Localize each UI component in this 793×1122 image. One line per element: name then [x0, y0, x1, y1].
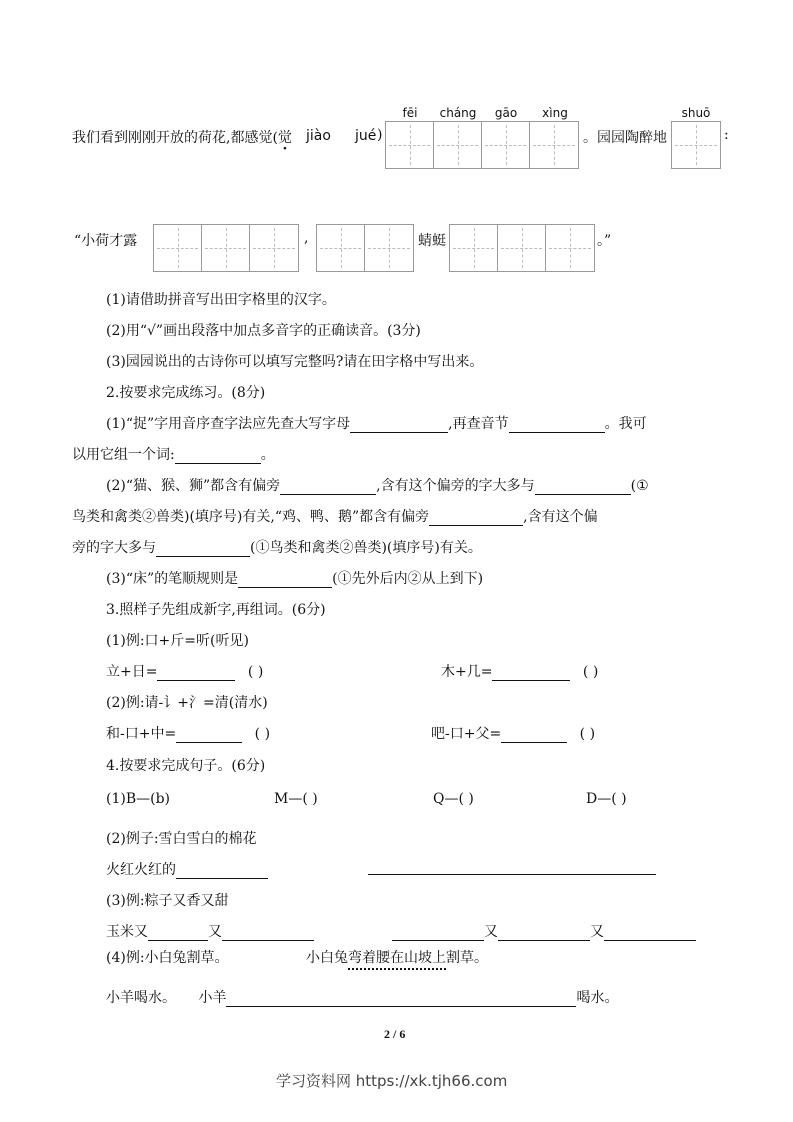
blank-capital-letter[interactable] [350, 417, 448, 433]
q1-sub3: (3)园园说出的古诗你可以填写完整吗?请在田字格中写出来。 [106, 354, 484, 370]
tianzige-grid-poem-1[interactable] [153, 224, 299, 272]
q1-line1-end: : [724, 127, 729, 143]
blank-corn-3[interactable] [392, 925, 484, 941]
pinyin-choice-1: jiào [306, 128, 331, 144]
q4-letter-m[interactable]: M—( ) [274, 791, 318, 807]
blank-syllable[interactable] [509, 417, 605, 433]
q3-example-2: (2)例:请-讠+氵=清(清水) [106, 695, 268, 711]
q3-item-1: 立+日= ( ) [106, 664, 264, 680]
blank-new-char-2[interactable] [492, 665, 570, 681]
q1-line2-comma: , [304, 230, 309, 246]
q4-letter-q[interactable]: Q—( ) [433, 791, 474, 807]
blank-choice-1[interactable] [535, 479, 631, 495]
footer-watermark: 学习资料网 https://xk.tjh66.com [276, 1072, 508, 1090]
q4-item-4: 小羊喝水。 小羊 喝水。 [106, 990, 619, 1006]
q4-item-2: 火红火红的 [106, 859, 268, 879]
blank-fire-red-1[interactable] [176, 863, 268, 879]
pinyin-shuo: shuō [681, 106, 711, 120]
q2-s2-line1: (2)“猫、猴、狮”都含有偏旁 ,含有这个偏旁的字大多与 (① [106, 478, 649, 494]
q3-item-2: 木+几= ( ) [441, 664, 599, 680]
q1-line2-mid: 蜻蜓 [418, 233, 446, 249]
blank-corn-1[interactable] [148, 925, 208, 941]
blank-new-char-3[interactable] [176, 727, 242, 743]
q4-example-2: (2)例子:雪白雪白的棉花 [106, 831, 257, 847]
blank-new-char-4[interactable] [501, 727, 567, 743]
q2-s3: (3)“床”的笔顺规则是 (①先外后内②从上到下) [106, 571, 484, 587]
q3-title: 3.照样子先组成新字,再组词。(6分) [106, 602, 326, 618]
blank-corn-2[interactable] [222, 925, 314, 941]
q2-s2-line2: 鸟类和禽类②兽类)(填序号)有关,“鸡、鸭、鹅”都含有偏旁 ,含有这个偏 [72, 509, 598, 525]
blank-fire-red-2[interactable] [368, 859, 656, 875]
blank-corn-5[interactable] [604, 925, 696, 941]
blank-choice-2[interactable] [156, 541, 250, 557]
pinyin-close: ) [377, 127, 383, 143]
q1-line2-start: “小荷才露 [74, 233, 138, 249]
blank-new-char-1[interactable] [157, 665, 235, 681]
blank-lamb-sentence[interactable] [226, 991, 576, 1007]
dotted-char: 觉 [277, 130, 292, 146]
q4-example-4b: 小白兔弯着腰在山坡上割草。 [306, 950, 488, 966]
page-number: 2 / 6 [384, 1027, 406, 1041]
blank-word-paren-1[interactable]: ( ) [247, 664, 264, 680]
q1-line1-start: 我们看到刚刚开放的荷花,都感觉(觉 [72, 130, 292, 146]
blank-word[interactable] [175, 448, 261, 464]
q4-example-4a: (4)例:小白兔割草。 [106, 950, 229, 966]
pinyin-choice-2: jué [355, 128, 377, 144]
blank-radical-2[interactable] [429, 510, 523, 526]
pinyin-chang: cháng [439, 106, 477, 120]
tianzige-grid-shuo[interactable] [671, 121, 721, 169]
q3-item-3: 和-口+中= ( ) [106, 726, 271, 742]
q4-item-3b: 又 又 [392, 921, 696, 941]
q4-item-3: 玉米又 又 [106, 921, 314, 941]
tianzige-grid-poem-2[interactable] [316, 224, 414, 272]
q1-sub1: (1)请借助拼音写出田字格里的汉字。 [106, 292, 336, 308]
blank-corn-4[interactable] [498, 925, 590, 941]
q3-item-4: 吧-口+父= ( ) [431, 726, 596, 742]
blank-stroke-rule[interactable] [238, 572, 332, 588]
q1-line2-end: 。” [597, 233, 612, 249]
tianzige-grid-feichanggaoxing[interactable] [385, 121, 579, 169]
blank-word-paren-3[interactable]: ( ) [254, 726, 271, 742]
q4-title: 4.按要求完成句子。(6分) [106, 758, 266, 774]
q4-example-3: (3)例:粽子又香又甜 [106, 893, 229, 909]
pinyin-fei: fēi [402, 106, 418, 120]
dotted-phrase: 弯着腰在山坡上 [348, 950, 446, 966]
q3-example-1: (1)例:口+斤=听(听见) [106, 633, 249, 649]
q4-letter-d[interactable]: D—( ) [586, 791, 627, 807]
q2-s1-line1: (1)“捉”字用音序查字法应先查大写字母 ,再查音节 。我可 [106, 416, 647, 432]
q1-line1-mid: 。园园陶醉地 [583, 130, 667, 146]
pinyin-gao: gāo [494, 106, 518, 120]
q2-title: 2.按要求完成练习。(8分) [106, 385, 266, 401]
q4-letter-b: (1)B—(b) [106, 791, 171, 807]
q2-s1-line2: 以用它组一个词: 。 [72, 447, 275, 463]
blank-radical-1[interactable] [280, 479, 376, 495]
q2-s2-line3: 旁的字大多与 (①鸟类和禽类②兽类)(填序号)有关。 [72, 540, 482, 556]
tianzige-grid-poem-3[interactable] [449, 224, 595, 272]
blank-word-paren-4[interactable]: ( ) [579, 726, 596, 742]
blank-word-paren-2[interactable]: ( ) [582, 664, 599, 680]
q1-sub2: (2)用“√”画出段落中加点多音字的正确读音。(3分) [106, 323, 421, 339]
pinyin-xing: xìng [542, 106, 568, 120]
